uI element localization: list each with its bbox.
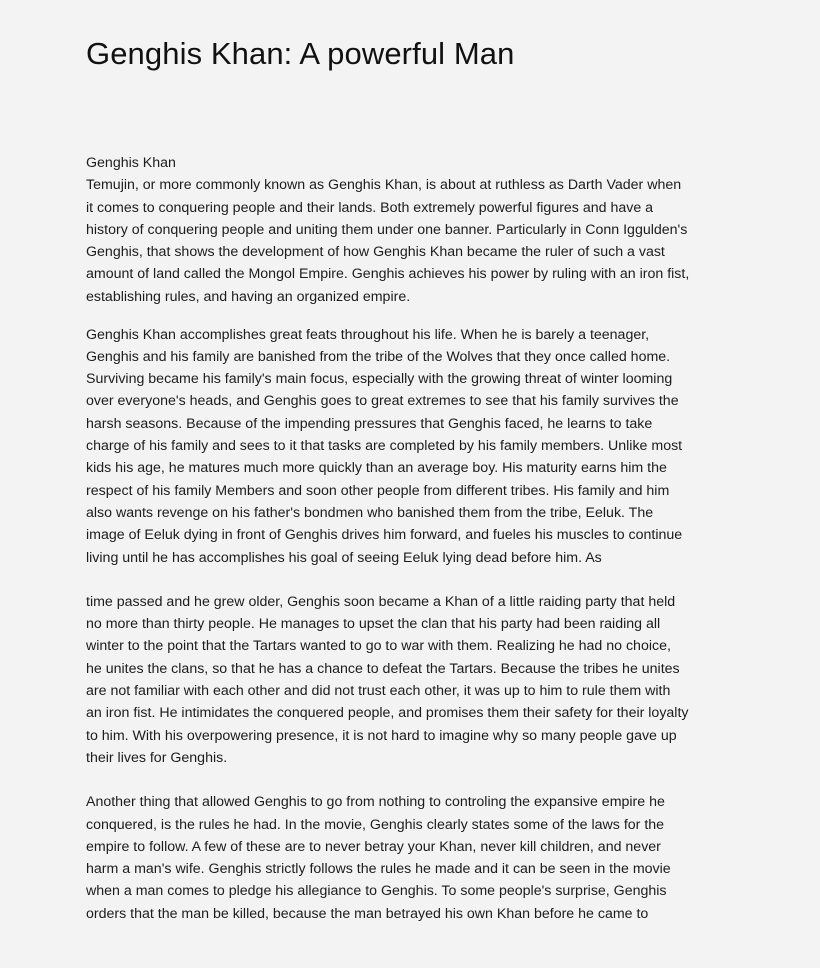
paragraph-line: orders that the man be killed, because the man betrayed his own Khan before he came to (86, 905, 649, 922)
paragraph-line: also wants revenge on his father's bondmen who banished them from the tribe, Eeluk. The (86, 504, 654, 521)
paragraph-line: winter to the point that the Tartars wanted to go to war with them. Realizing he had no choice, (86, 638, 671, 655)
paragraph-spacer (86, 308, 746, 324)
paragraph-2 (86, 324, 746, 569)
paragraph-line: empire to follow. A few of these are to never betray your Khan, never kill children, and never (86, 838, 661, 855)
paragraph-1 (86, 174, 746, 308)
paragraph-line: an iron fist. He intimidates the conquered people, and promises them their safety for their loyalty (86, 705, 689, 722)
paragraph-line: no more than thirty people. He manages to upset the clan that his party had been raiding all (86, 616, 661, 633)
paragraph-line: Genghis and his family are banished from the tribe of the Wolves that they once called home. (86, 348, 671, 365)
paragraph-line: Temujin, or more commonly known as Genghis Khan, is about at ruthless as Darth Vader when (86, 177, 682, 194)
paragraph-line: harsh seasons. Because of the impending pressures that Genghis faced, he learns to take (86, 415, 653, 432)
paragraph-line: living until he has accomplishes his goal of seeing Eeluk lying dead before him. As (86, 549, 602, 566)
paragraph-line: kids his age, he matures much more quickly than an average boy. His maturity earns him the (86, 460, 667, 477)
paragraph-line: over everyone's heads, and Genghis goes to great extremes to see that his family survives the (86, 393, 679, 410)
paragraph-line: harm a man's wife. Genghis strictly follows the rules he made and it can be seen in the movie (86, 861, 671, 878)
paragraph-line: time passed and he grew older, Genghis soon became a Khan of a little raiding party that held (86, 593, 676, 610)
document-body (86, 152, 746, 925)
paragraph-4 (86, 791, 746, 925)
paragraph-line: establishing rules, and having an organized empire. (86, 288, 411, 305)
paragraph-line: Genghis Khan accomplishes great feats throughout his life. When he is barely a teenager, (86, 326, 650, 343)
paragraph-line: image of Eeluk dying in front of Genghis drives him forward, and fueles his muscles to continue (86, 527, 683, 544)
paragraph-line: he unites the clans, so that he has a chance to defeat the Tartars. Because the tribes he unites (86, 660, 680, 677)
paragraph-spacer (86, 769, 746, 791)
paragraph-line: when a man comes to pledge his allegiance to Genghis. To some people's surprise, Genghis (86, 883, 667, 900)
paragraph-line: are not familiar with each other and did not trust each other, it was up to him to rule them with (86, 683, 671, 700)
paragraph-line: to him. With his overpowering presence, it is not hard to imagine why so many people gave up (86, 727, 677, 744)
paragraph-line: amount of land called the Mongol Empire. Genghis achieves his power by ruling with an iron fist, (86, 266, 690, 283)
document-title: Genghis Khan: A powerful Man (86, 36, 515, 71)
paragraph-3 (86, 591, 746, 769)
paragraph-spacer (86, 569, 746, 591)
section-heading: Genghis Khan (86, 155, 176, 171)
paragraph-line: it comes to conquering people and their lands. Both extremely powerful figures and have a (86, 199, 654, 216)
paragraph-line: conquered, is the rules he had. In the movie, Genghis clearly states some of the laws for the (86, 816, 665, 833)
paragraph-line: respect of his family Members and soon other people from different tribes. His family and him (86, 482, 670, 499)
paragraph-line: Genghis, that shows the development of how Genghis Khan became the ruler of such a vast (86, 244, 665, 261)
paragraph-line: history of conquering people and uniting them under one banner. Particularly in Conn Iggulden's (86, 221, 688, 238)
paragraph-line: Another thing that allowed Genghis to go from nothing to controling the expansive empire he (86, 794, 665, 811)
paragraph-line: Surviving became his family's main focus, especially with the growing threat of winter looming (86, 371, 673, 388)
paragraph-line: charge of his family and sees to it that tasks are completed by his family members. Unlike most (86, 438, 683, 455)
paragraph-line: their lives for Genghis. (86, 749, 228, 766)
